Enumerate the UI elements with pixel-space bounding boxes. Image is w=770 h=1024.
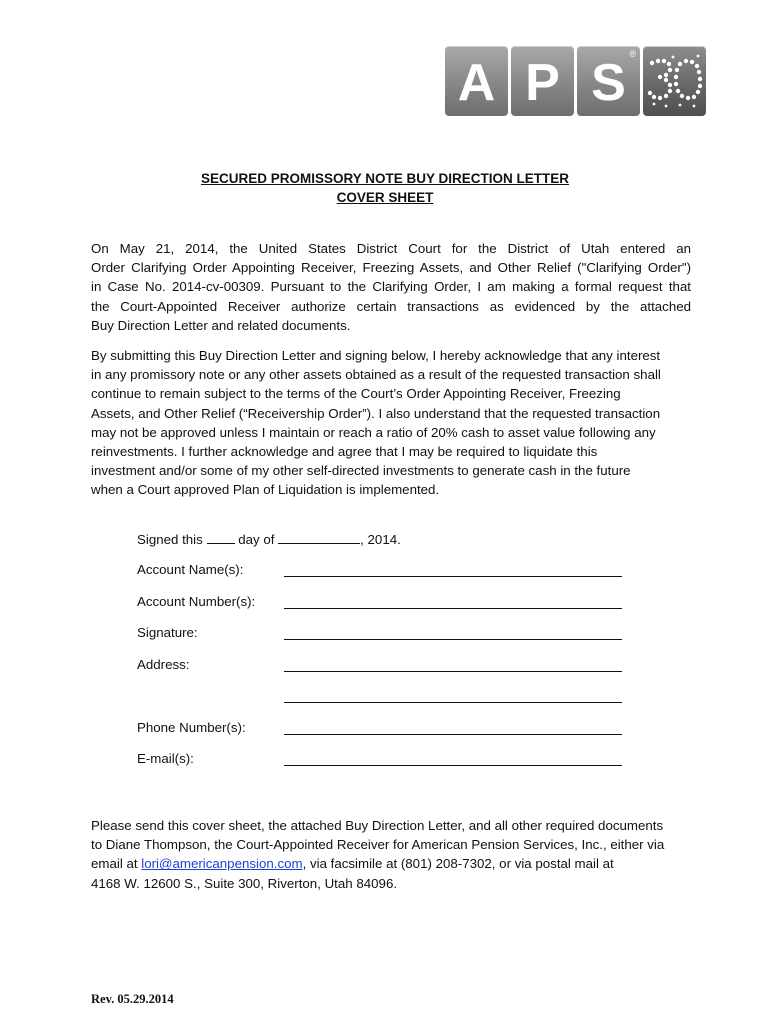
account-names-field[interactable] — [284, 576, 622, 577]
email-suffix-text: , via facsimile at (801) 208-7302, or via postal mail at — [302, 856, 614, 872]
email-field[interactable] — [284, 765, 622, 766]
account-numbers-label: Account Number(s): — [137, 594, 256, 609]
paragraph-line: Buy Direction Letter and related documents. — [91, 317, 351, 333]
aps-logo — [445, 46, 707, 116]
form-row-address-line2 — [137, 688, 627, 708]
signed-date-line — [137, 530, 401, 547]
paragraph-line: Assets, and Other Relief (“Receivership Order”). I also understand that the requested transaction — [91, 405, 661, 421]
signature-field[interactable] — [284, 639, 622, 640]
month-blank[interactable] — [278, 530, 360, 544]
paragraph-line: continue to remain subject to the terms of the Court’s Order Appointing Receiver, Freezing — [91, 386, 621, 402]
address-field[interactable] — [284, 671, 622, 672]
paragraph-line: Order Clarifying Order Appointing Receiver, Freezing Assets, and Other Relief ("Clarifying Order") — [91, 260, 691, 276]
dotted-30-graphic — [646, 51, 704, 111]
paragraph-line: On May 21, 2014, the United States District Court for the District of Utah entered an — [91, 241, 691, 256]
address-line2-field[interactable] — [284, 702, 622, 703]
email-link[interactable]: lori@americanpension.com — [141, 856, 303, 872]
logo-tile-s — [577, 46, 640, 116]
email-prefix-text: email at — [91, 856, 142, 872]
dotted-30-icon — [643, 46, 706, 116]
form-row-email — [137, 751, 627, 771]
paragraph-line: may not be approved unless I maintain or reach a ratio of 20% cash to asset value following any — [91, 424, 656, 440]
day-blank[interactable] — [207, 530, 235, 544]
paragraph-line: By submitting this Buy Direction Letter and signing below, I hereby acknowledge that any interest — [91, 348, 661, 363]
logo-letter-a: A — [457, 54, 496, 112]
paragraph-line: investment and/or some of my other self-directed investments to generate cash in the future — [91, 463, 631, 479]
paragraph-line: in Case No. 2014-cv-00309. Pursuant to the Clarifying Order, I am making a formal request that — [91, 279, 691, 295]
paragraph-line: to Diane Thompson, the Court-Appointed Receiver for American Pension Services, Inc., either via — [91, 837, 665, 853]
paragraph-line: reinvestments. I further acknowledge and agree that I may be required to liquidate this — [91, 444, 598, 460]
paragraph-line: in any promissory note or any other assets obtained as a result of the requested transaction shall — [91, 367, 661, 383]
paragraph-line — [91, 854, 691, 873]
paragraph-line: when a Court approved Plan of Liquidation is implemented. — [91, 482, 440, 498]
logo-letter-s: S — [591, 54, 626, 112]
paragraph-line: the Court-Appointed Receiver authorize certain transactions as evidenced by the attached — [91, 298, 691, 314]
address-label: Address: — [137, 657, 190, 672]
logo-letter-p: P — [525, 54, 560, 112]
email-label: E-mail(s): — [137, 751, 194, 766]
registered-mark: ® — [629, 49, 636, 59]
document-subtitle: COVER SHEET — [336, 190, 434, 205]
form-row-address — [137, 657, 627, 677]
account-numbers-field[interactable] — [284, 608, 622, 609]
revision-label: Rev. 05.29.2014 — [91, 992, 174, 1006]
document-title: SECURED PROMISSORY NOTE BUY DIRECTION LETTER — [200, 171, 570, 186]
form-row-account-names — [137, 562, 627, 582]
signed-middle: day of — [238, 532, 275, 547]
form-row-signature — [137, 625, 627, 645]
signature-label: Signature: — [137, 625, 198, 640]
phone-label: Phone Number(s): — [137, 720, 246, 735]
phone-field[interactable] — [284, 734, 622, 735]
paragraph-line: 4168 W. 12600 S., Suite 300, Riverton, Utah 84096. — [91, 875, 398, 891]
signed-suffix: , 2014. — [360, 532, 401, 547]
form-row-account-numbers — [137, 594, 627, 614]
account-names-label: Account Name(s): — [137, 562, 244, 577]
paragraph-instructions — [91, 816, 691, 893]
signed-prefix: Signed this — [137, 532, 203, 547]
paragraph-acknowledgement — [91, 346, 691, 500]
logo-tile-a — [445, 46, 508, 116]
paragraph-line: Please send this cover sheet, the attached Buy Direction Letter, and all other required documents — [91, 818, 664, 833]
form-row-phone — [137, 720, 627, 740]
paragraph-court-order — [91, 239, 691, 335]
logo-tile-p — [511, 46, 574, 116]
